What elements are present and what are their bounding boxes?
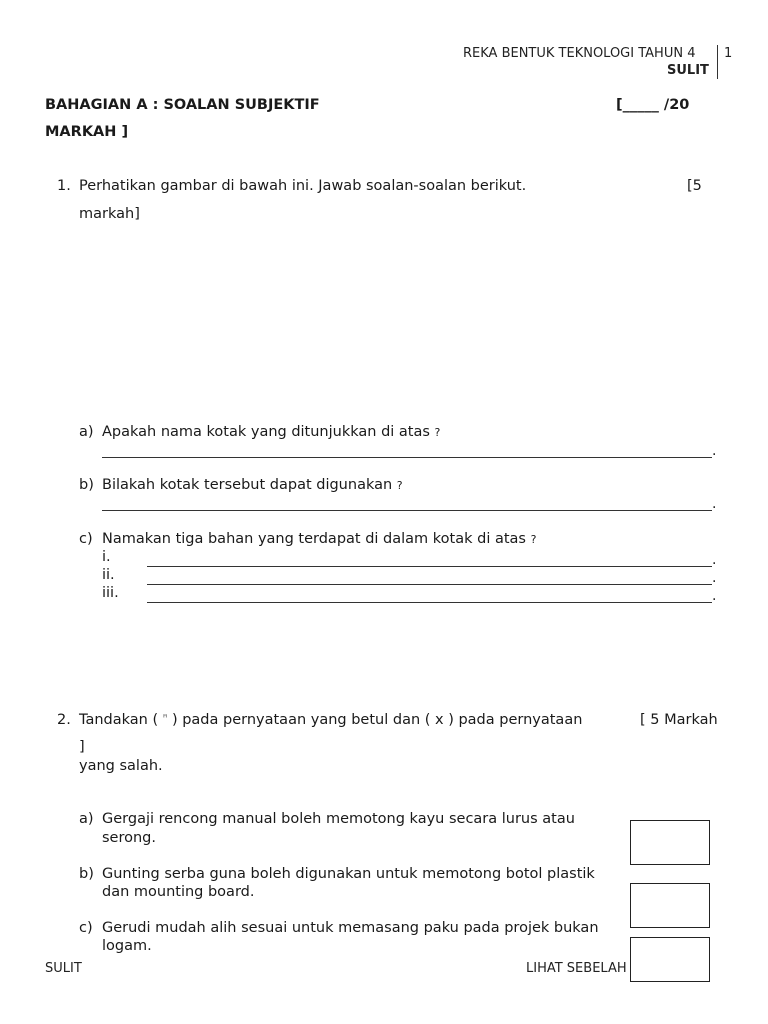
section-title: BAHAGIAN A : SOALAN SUBJEKTIF (45, 97, 320, 113)
answer-box[interactable] (630, 820, 710, 865)
q1c-label: c) (79, 531, 93, 547)
q1-number: 1. (57, 178, 71, 194)
q2-item-text: serong. (102, 830, 156, 846)
q1c-item-label: i. (102, 549, 111, 565)
answer-line[interactable] (147, 602, 712, 603)
answer-box[interactable] (630, 937, 710, 982)
q2-item-label: a) (79, 811, 94, 827)
q1a-label: a) (79, 424, 94, 440)
score-blank: [_____ /20 (616, 97, 690, 113)
q2-item-text: logam. (102, 938, 152, 954)
q2-number: 2. (57, 712, 71, 728)
q2-marks-cont: ] (79, 739, 85, 755)
answer-line[interactable] (147, 584, 712, 585)
footer-right: LIHAT SEBELAH (526, 961, 627, 976)
q1c-item-label: iii. (102, 585, 119, 601)
q1-text: Perhatikan gambar di bawah ini. Jawab soalan-soalan berikut. (79, 178, 527, 194)
footer-left: SULIT (45, 961, 82, 976)
q2-item-text: Gergaji rencong manual boleh memotong kayu secara lurus atau (102, 811, 575, 827)
header-subject: REKA BENTUK TEKNOLOGI TAHUN 4 (463, 46, 696, 61)
q2-item-text: Gerudi mudah alih sesuai untuk memasang paku pada projek bukan (102, 920, 599, 936)
q2-item-label: b) (79, 866, 94, 882)
q1b-label: b) (79, 477, 94, 493)
answer-line[interactable] (102, 457, 712, 458)
q2-text: Tandakan ( $^ꟸ$ ) pada pernyataan yang betul dan ( x ) pada pernyataan (79, 712, 583, 728)
score-label: MARKAH ] (45, 124, 129, 140)
header-divider (717, 45, 718, 79)
q2-item-label: c) (79, 920, 93, 936)
q2-marks: [ 5 Markah (640, 712, 718, 728)
q1-marks-cont: markah] (79, 206, 140, 222)
q2-text-cont: yang salah. (79, 758, 163, 774)
header-classification: SULIT (667, 63, 709, 78)
q1c-item-label: ii. (102, 567, 115, 583)
answer-box[interactable] (630, 883, 710, 928)
q1a-text: Apakah nama kotak yang ditunjukkan di atas ? (102, 424, 441, 440)
q2-item-text: Gunting serba guna boleh digunakan untuk memotong botol plastik (102, 866, 595, 882)
q1-marks: [5 (687, 178, 702, 194)
answer-line[interactable] (102, 510, 712, 511)
q2-item-text: dan mounting board. (102, 884, 255, 900)
answer-line[interactable] (147, 566, 712, 567)
tick-icon: ꟸ (162, 713, 168, 722)
q1b-text: Bilakah kotak tersebut dapat digunakan ? (102, 477, 403, 493)
page-number: 1 (724, 46, 733, 61)
q1c-text: Namakan tiga bahan yang terdapat di dalam kotak di atas ? (102, 531, 537, 547)
